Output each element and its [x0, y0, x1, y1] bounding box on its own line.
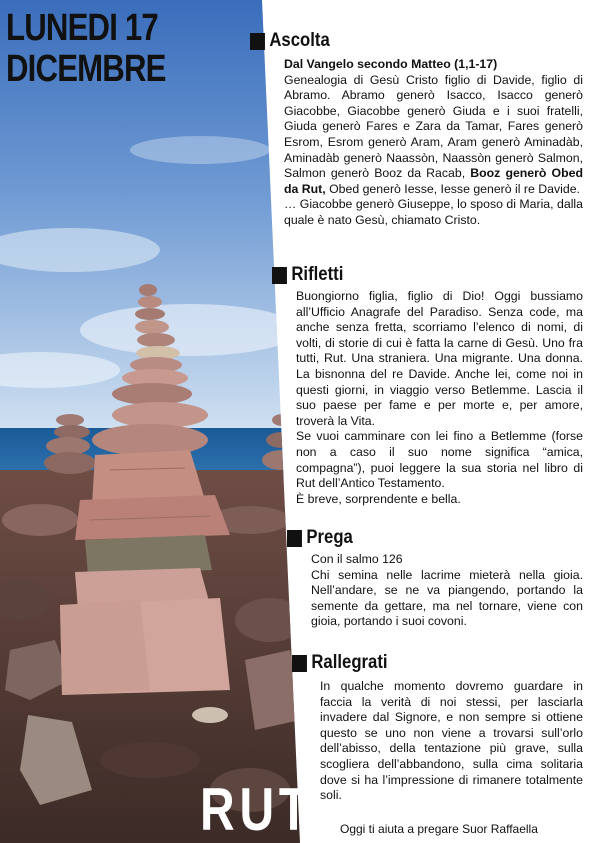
title-day: LUNEDI 17 — [6, 7, 158, 49]
gospel-paragraph — [284, 73, 583, 198]
image-caption: RUT — [200, 776, 314, 843]
square-bullet-icon — [292, 655, 307, 672]
square-bullet-icon — [272, 267, 287, 284]
section-body-prega — [311, 552, 583, 630]
psalm-intro: Con il salmo 126 — [311, 552, 403, 566]
page-title — [6, 8, 166, 90]
section-body-ascolta — [284, 57, 583, 229]
signature-line: Oggi ti aiuta a pregare Suor Raffaella — [340, 822, 538, 836]
section-body-rifletti — [296, 289, 583, 507]
section-heading-rallegrati — [292, 652, 388, 674]
rejoice-paragraph: In qualche momento dovremo guardare in faccia la verità di noi stessi, per lasciarla invadere dal Signore, e non sempre si ottiene questo se uno non viene a trovarsi sull’orlo dell’abisso, della tentazione più grave, sulla scogliera dell’abbandono, sulla cima solitaria dove si ha l’impressione di rimanere totalmente soli. — [320, 679, 583, 803]
gospel-bold-phrase: Booz generò Obed da Rut, — [284, 166, 583, 196]
square-bullet-icon — [287, 530, 302, 547]
gospel-text: Genealogia di Gesù Cristo figlio di Davide, figlio di Abramo. Abramo generò Isacco, Isacco generò Giacobbe, Giacobbe generò Giuda e i suoi fratelli, Giuda generò Fares e Zara da Tamar, Fares generò Esrom, Esrom generò Aram, Aram generò Aminadàb, Aminadàb generò Naassòn, Naassòn generò Salmon, Salmon generò Booz da Racab, — [284, 72, 583, 181]
gospel-reference: Dal Vangelo secondo Matteo (1,1-17) — [284, 57, 498, 71]
section-heading-rifletti — [272, 264, 343, 286]
reflection-paragraph-3: È breve, sorprendente e bella. — [296, 491, 461, 506]
title-month: DICEMBRE — [6, 48, 166, 90]
section-heading-ascolta — [250, 30, 330, 52]
heading-text: Rallegrati — [311, 652, 388, 673]
section-heading-prega — [287, 527, 353, 549]
heading-text: Ascolta — [269, 30, 330, 51]
heading-text: Prega — [306, 527, 353, 548]
reflection-paragraph-2: Se vuoi camminare con lei fino a Betlemme (forse non a caso il suo nome significa “amica, compagna”), puoi leggere la sua storia nel libro di Rut dell’Antico Testamento. — [296, 429, 583, 491]
gospel-closing: … Giacobbe generò Giuseppe, lo sposo di Maria, dalla quale è nato Gesù, chiamato Cristo. — [284, 197, 583, 227]
heading-text: Rifletti — [291, 264, 344, 285]
psalm-text: Chi semina nelle lacrime mieterà nella gioia. Nell’andare, se ne va piangendo, portando la semente da gettare, ma nel tornare, viene con gioia, portando i suoi covoni. — [311, 567, 583, 629]
square-bullet-icon — [250, 33, 265, 50]
section-body-rallegrati — [320, 679, 583, 804]
gospel-text-end: Obed generò Iesse, Iesse generò il re Davide. — [329, 181, 580, 196]
reflection-paragraph-1: Buongiorno figlia, figlio di Dio! Oggi bussiamo all’Ufficio Anagrafe del Paradiso. Senza code, ma anche senza fretta, scorriamo l’elenco di nomi, di volti, di storie di cui è fatta la carne di Gesù. Uno fra tutti, Rut. Una straniera. Una migrante. Una donna. La bisnonna del re Davide. Anche lei, come noi in questi giorni, in viaggio verso Betlemme. Lascia il suo paese per fame e per morte e, per amore, troverà la Vita. — [296, 289, 583, 428]
